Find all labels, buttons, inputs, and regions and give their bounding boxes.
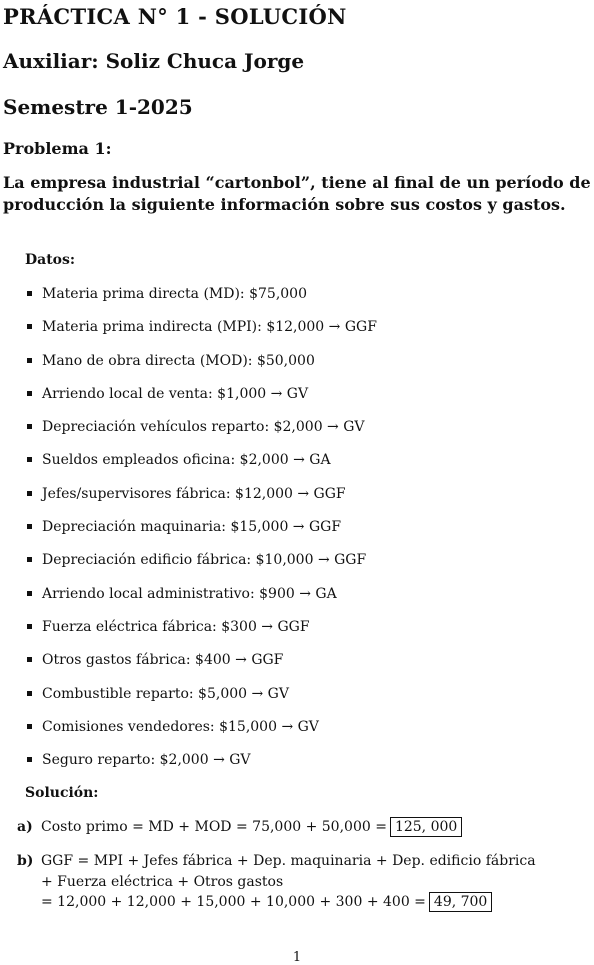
bullet-icon bbox=[27, 624, 32, 629]
solution-b-result: 49, 700 bbox=[429, 892, 492, 912]
bullet-icon bbox=[27, 524, 32, 529]
bullet-icon bbox=[27, 457, 32, 462]
bullet-icon bbox=[27, 424, 32, 429]
semester-heading: Semestre 1-2025 bbox=[3, 95, 193, 119]
bullet-icon bbox=[27, 657, 32, 662]
bullet-icon bbox=[27, 324, 32, 329]
page-number: 1 bbox=[292, 950, 302, 965]
bullet-icon bbox=[27, 591, 32, 596]
problem-heading: Problema 1: bbox=[3, 139, 112, 158]
solution-b-line2: + Fuerza eléctrica + Otros gastos bbox=[41, 874, 284, 890]
datos-label: Datos: bbox=[25, 252, 76, 268]
solution-a-letter: a) bbox=[17, 819, 33, 835]
solution-b-line3: = 12,000 + 12,000 + 15,000 + 10,000 + 300 + 400 = bbox=[41, 894, 426, 910]
bullet-icon bbox=[27, 391, 32, 396]
solution-a-result: 125, 000 bbox=[390, 817, 462, 837]
problem-statement: La empresa industrial “cartonbol”, tiene al final de un período de producción la siguiente información sobre sus costos y gastos. bbox=[3, 173, 591, 214]
solution-a bbox=[17, 817, 462, 837]
bullet-icon bbox=[27, 691, 32, 696]
bullet-icon bbox=[27, 724, 32, 729]
solution-a-formula: Costo primo = MD + MOD = 75,000 + 50,000 = bbox=[41, 819, 387, 835]
bullet-icon bbox=[27, 358, 32, 363]
assistant-name: Auxiliar: Soliz Chuca Jorge bbox=[3, 49, 305, 73]
document-page: PRÁCTICA N° 1 - SOLUCIÓN Auxiliar: Soliz Chuca Jorge Semestre 1-2025 Problema 1: La empresa industrial “cartonbol”, tiene al final de un período de producción la siguiente información sobre sus costos y gastos. Datos: Materia prima directa (MD): $75,000 Materia prima indirecta (MPI): $12,000 → GGF Mano de obra directa (MOD): $50,000 Arriendo local de venta: $1,000 → GV Depreciación vehículos reparto: $2,000 → GV Sueldos empleados oficina: $2,000 → GA Jefes/supervisores fábrica: $12,000 → GGF Depreciación maquinaria: $15,000 → GGF Depreciación edificio fábrica: $10,000 → GGF Arriendo local administrativo: $900 → GA Fuerza eléctrica fábrica: $300 → GGF Otros gastos fábrica: $400 → GGF Combustible reparto: $5,000 → GV Comisiones vendedores: $15,000 → GV Seguro reparto: $2,000 → GV Solución: a) Costo primo = MD + MOD = 75,000 + 50,000 = 125, 000 b) GGF = MPI + Jefes fábrica + Dep. maquinaria + Dep. edificio fábrica + Fuerza eléctrica + Otros gastos = 12,000 + 12,000 + 15,000 + 10,000 + 300 + 400 = 49, 700 1 bbox=[0, 0, 594, 964]
solution-b-line1: GGF = MPI + Jefes fábrica + Dep. maquinaria + Dep. edificio fábrica bbox=[41, 853, 536, 869]
solution-b bbox=[17, 853, 536, 869]
solution-b-letter: b) bbox=[17, 853, 34, 869]
solucion-label: Solución: bbox=[25, 785, 99, 801]
bullet-icon bbox=[27, 491, 32, 496]
bullet-icon bbox=[27, 757, 32, 762]
bullet-icon bbox=[27, 557, 32, 562]
bullet-icon bbox=[27, 291, 32, 296]
solution-b-line3-wrap bbox=[41, 892, 492, 912]
document-title: PRÁCTICA N° 1 - SOLUCIÓN bbox=[3, 4, 347, 29]
